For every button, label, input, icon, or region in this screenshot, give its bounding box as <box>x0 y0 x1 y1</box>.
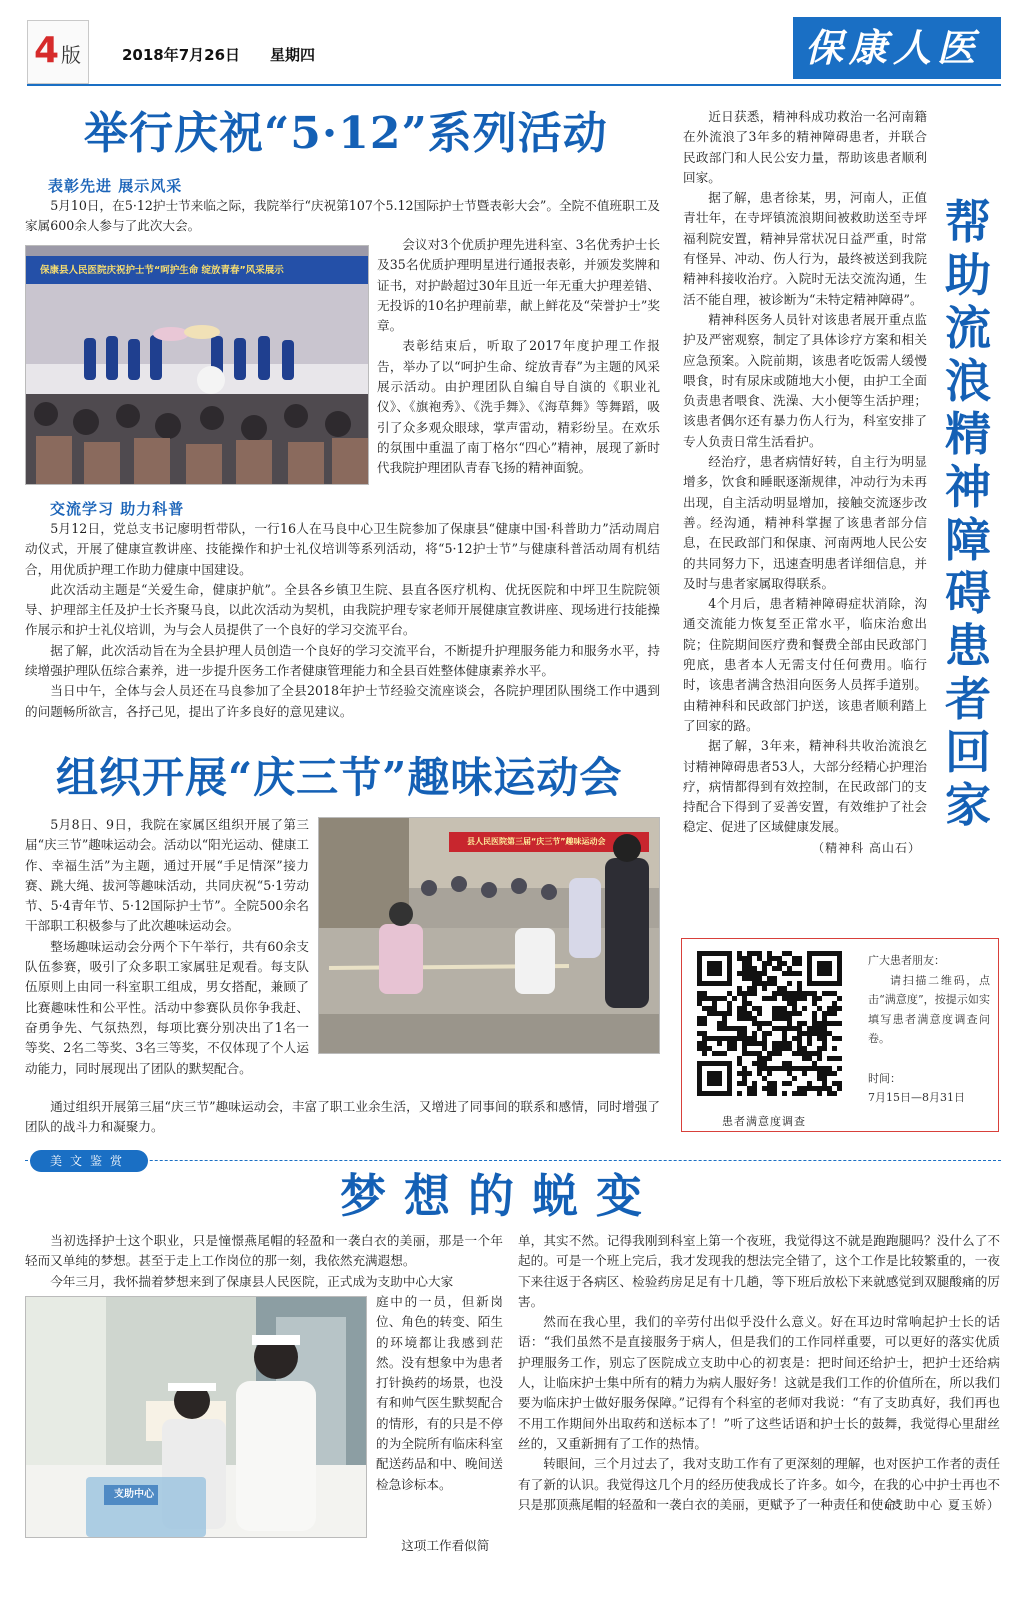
article1-paragraph: 5月10日，在5·12护士节来临之际，我院举行“庆祝第107个5.12国际护士节暨表彰大会”。全院不值班职工及家属600余人参与了此次大会。 <box>25 198 660 234</box>
article1-right-column <box>377 235 660 479</box>
article4-wrap-text-end <box>376 1536 503 1556</box>
article1-paragraph: 据了解，此次活动旨在为全县护理人员创造一个良好的学习交流平台，不断提升护理服务能力和服务水平，持续增强护理队伍综合素养，进一步提升医务工作者健康管理能力和全县百姓整体健康素养水平。 <box>25 642 660 679</box>
nurse-photo-label: 支助中心 <box>114 1489 154 1500</box>
article4-wrap-text <box>376 1292 503 1495</box>
column-tag <box>30 1150 148 1172</box>
article3-paragraph: 经治疗，患者病情好转，自主行为明显增多，饮食和睡眠逐渐规律，冲动行为未再出现，自主活动明显增加，接触交流逐步改善。经沟通，精神科掌握了该患者部分信息，在民政部门和保康、河南两地人民公安的共同努力下，迅速查明患者详细信息，并及时与患者家属取得联系。 <box>683 454 927 591</box>
article2-paragraph: 整场趣味运动会分两个下午举行，共有60余支队伍参赛，吸引了众多职工家属驻足观看。每支队伍原则上由同一科室职工组成，男女搭配，兼顾了比赛趣味性和公平性。活动中参赛队员你争我赶、奋勇争先、气氛热烈，每项比赛分别决出了1名一等奖、2名二等奖、3名三等奖，不仅体现了个人运动能力，同时展现出了团队的默契配合。 <box>25 938 309 1076</box>
article4-paragraph: 庭中的一员，但新岗位、角色的转变、陌生的环境都让我感到茫然。没有想象中为患者打针换药的场景，也没有和帅气医生默契配合的情形，有的只是不停的为全院所有临床科室配送药品和中、晚间送检急诊标本。 <box>376 1294 503 1492</box>
header-rule <box>27 84 1001 86</box>
article4-paragraph: 当初选择护士这个职业，只是憧憬燕尾帽的轻盈和一袭白衣的美丽，那是一个年轻而又单纯的梦想。甚至于走上工作岗位的那一刻，我依然充满遐想。 <box>25 1233 503 1269</box>
article4-paragraph: 今年三月，我怀揣着梦想来到了保康县人民医院，正式成为支助中心大家 <box>50 1273 454 1289</box>
qr-code-graphic <box>696 945 844 1105</box>
ceremony-photo-art <box>26 246 369 485</box>
column-tag-label: 美文鉴赏 <box>50 1154 131 1168</box>
article4-title: 梦想的蜕变 <box>340 1169 660 1223</box>
article1-paragraph: 表彰结束后，听取了2017年度护理工作报告，举办了以“呵护生命、绽放青春”为主题的风采展示活动。由护理团队自编自导自演的《职业礼仪》、《旗袍秀》、《洗手舞》、《海草舞》等舞蹈，吸引了众多观众眼球，掌声雷动，精彩纷呈。在欢乐的氛围中重温了南丁格尔“四心”精神，展现了新时代我院护理团队青春飞扬的精神面貌。 <box>377 338 660 476</box>
article3-paragraph: 据了解，3年来，精神科共收治流浪乞讨精神障碍患者53人，大部分经精心护理治疗，病情都得到有效控制，在民政部门的支持配合下得到了妥善安置，有效维护了社会稳定、促进了区域健康发展。 <box>683 738 927 835</box>
article3-title: 帮助流浪精神障碍患者回家 <box>945 195 991 832</box>
article1-intro <box>25 196 660 237</box>
page-number-box <box>27 20 89 84</box>
survey-qr-code[interactable] <box>696 945 844 1105</box>
nurse-photo <box>25 1296 367 1538</box>
article2-left-column <box>25 815 309 1079</box>
tug-of-war-photo <box>318 817 660 1054</box>
section-divider <box>25 1160 1001 1161</box>
article4-intro <box>25 1231 503 1292</box>
page-number: 4 <box>34 30 60 71</box>
article2-paragraph: 5月8日、9日，我院在家属区组织开展了第三届“庆三节”趣味运动会。活动以“阳光运动、健康工作、幸福生活”为主题，通过开展“手足情深”接力赛、跳大绳、拔河等趣味活动，共同庆祝“5·1劳动节、5·4青年节、5·12国际护士节”。全院500余名干部职工积极参与了此次趣味运动会。 <box>25 817 309 934</box>
article1-lower-text <box>25 519 660 722</box>
article2-paragraph: 通过组织开展第三届“庆三节”趣味运动会，丰富了职工业余生活，又增进了同事间的联系和感情，同时增强了团队的战斗力和凝聚力。 <box>25 1099 660 1135</box>
article1-title: 举行庆祝“5·12”系列活动 <box>84 108 608 159</box>
article2-title: 组织开展“庆三节”趣味运动会 <box>56 753 623 802</box>
survey-caption: 患者满意度调查 <box>722 1115 806 1128</box>
survey-time-value: 7月15日—8月31日 <box>868 1091 965 1104</box>
survey-box <box>681 938 999 1132</box>
article1-paragraph: 当日中午，全体与会人员还在马良参加了全县2018年护士节经验交流座谈会，各院护理团队围绕工作中遇到的问题畅所欲言，各抒己见，提出了许多良好的意见建议。 <box>25 683 660 719</box>
masthead-logo-text: 保康人医 <box>805 25 982 70</box>
article1-subheading-1: 表彰先进 展示风采 <box>48 177 183 195</box>
survey-text <box>868 951 990 1108</box>
ceremony-photo-banner: 保康县人民医院庆祝护士节“呵护生命 绽放青春”风采展示 <box>40 265 284 276</box>
article4-paragraph: 单，其实不然。记得我刚到科室上第一个夜班，我觉得这不就是跑跑腿吗？没什么了不起的。可是一个班上完后，我才发现我的想法完全错了，这个工作是比较繁重的，一夜下来往返于各病区、检验药房足足有十几趟，等下班后放松下来就感觉到双腿酸痛的厉害。 <box>518 1233 1000 1309</box>
article4-paragraph: 这项工作看似简 <box>401 1538 490 1553</box>
issue-weekday: 星期四 <box>270 46 316 64</box>
article4-right-column <box>518 1231 1000 1515</box>
article4-paragraph: 然而在我心里，我们的辛劳付出似乎没什么意义。好在耳边时常响起护士长的话语：“我们虽然不是直接服务于病人，但是我们的工作同样重要，可以更好的落实优质护理服务工作，别忘了医院成立支助中心的初衷是：把时间还给护士，把护士还给病人，让临床护士集中所有的精力为病人服好务！这就是我们工作的价值所在，所以我们要为临床护士做好服务保障。”记得有个科室的老师对我说：“有了支助真好，我们再也不用工作期间外出取药和送标本了！”听了这些话语和护士长的鼓舞，我觉得心里甜丝丝的，又重新拥有了工作的热情。 <box>518 1314 1000 1451</box>
page-number-suffix: 版 <box>61 43 81 67</box>
article3-byline: （精神科 高山石） <box>812 840 921 855</box>
article2-bottom-text <box>25 1097 660 1138</box>
issue-date: 2018年7月26日 <box>122 46 241 64</box>
article4-paragraph: 转眼间，三个月过去了，我对支助工作有了更深刻的理解，也对医护工作者的责任有了新的认识。我觉得这几个月的经历使我成长了许多。如今，在我的心中护士再也不只是那顶燕尾帽的轻盈和一袭白衣的美丽，更赋予了一种责任和使命！ <box>518 1456 1000 1512</box>
article1-paragraph: 5月12日，党总支书记廖明哲带队，一行16人在马良中心卫生院参加了保康县“健康中国·科普助力”活动周启动仪式，开展了健康宣教讲座、技能操作和护士礼仪培训等系列活动，将“5·12护士节”与健康科普活动周有机结合，用优质护理工作助力健康中国建设。 <box>25 521 660 577</box>
masthead-logo <box>793 17 1001 79</box>
article4-byline: （支助中心 夏玉娇） <box>878 1498 1000 1513</box>
article1-paragraph: 此次活动主题是“关爱生命，健康护航”。全县各乡镇卫生院、县直各医疗机构、优抚医院和中坪卫生院院领导、护理部主任及护士长齐聚马良，以此次活动为契机，由我院护理专家老师开展健康宣教讲座、现场进行技能操作展示和护士礼仪培训，为与会人员提供了一个良好的学习交流平台。 <box>25 581 660 638</box>
tug-of-war-photo-art <box>319 818 660 1054</box>
ceremony-photo <box>25 245 369 485</box>
article1-paragraph: 会议对3个优质护理先进科室、3名优秀护士长及35名优质护理明星进行通报表彰，并颁发奖牌和证书，对护龄超过30年且近一年无重大护理差错、无投诉的10名护理前辈，献上鲜花及“荣誉护士”奖章。 <box>377 237 660 334</box>
article3-paragraph: 4个月后，患者精神障碍症状消除，沟通交流能力恢复至正常水平，临床治愈出院；住院期间医疗费和餐费全部由民政部门兜底，患者本人无需支付任何费用。临行时，该患者满含热泪向医务人员挥手道别。由精神科和民政部门护送，该患者顺利踏上了回家的路。 <box>683 596 927 733</box>
survey-time-label: 时间： <box>868 1071 901 1085</box>
article3-paragraph: 精神科医务人员针对该患者展开重点监护及严密观察，制定了具体诊疗方案和相关应急预案。入院前期，该患者吃饭需人缓慢喂食，时有尿床或随地大小便，由护工全面负责患者喂食、洗澡、大小便等生活护理；该患者偶尔还有暴力伤人行为，科室安排了专人负责日常生活看护。 <box>683 311 927 449</box>
nurse-photo-art <box>26 1297 367 1538</box>
article3-paragraph: 近日获悉，精神科成功救治一名河南籍在外流浪了3年多的精神障碍患者，并联合民政部门和人民公安力量，帮助该患者顺利回家。 <box>683 109 927 185</box>
tug-of-war-photo-banner: 县人民医院第三届“庆三节”趣味运动会 <box>467 837 606 846</box>
survey-greeting: 广大患者朋友： <box>868 954 945 967</box>
article3-body <box>683 107 927 858</box>
page-header <box>0 0 1034 86</box>
survey-instruction: 请扫描二维码，点击“满意度”，按提示如实填写患者满意度调查问卷。 <box>868 973 990 1045</box>
article1-subheading-2: 交流学习 助力科普 <box>50 500 185 518</box>
article3-paragraph: 据了解，患者徐某，男，河南人，正值青壮年，在寺坪镇流浪期间被救助送至寺坪福利院安置，精神异常状况日益严重，时常有怪异、冲动、伤人行为，最终被送到我院精神科接收治疗。入院时无法交流沟通，生活不能自理，被诊断为“未特定精神障碍”。 <box>683 190 927 307</box>
